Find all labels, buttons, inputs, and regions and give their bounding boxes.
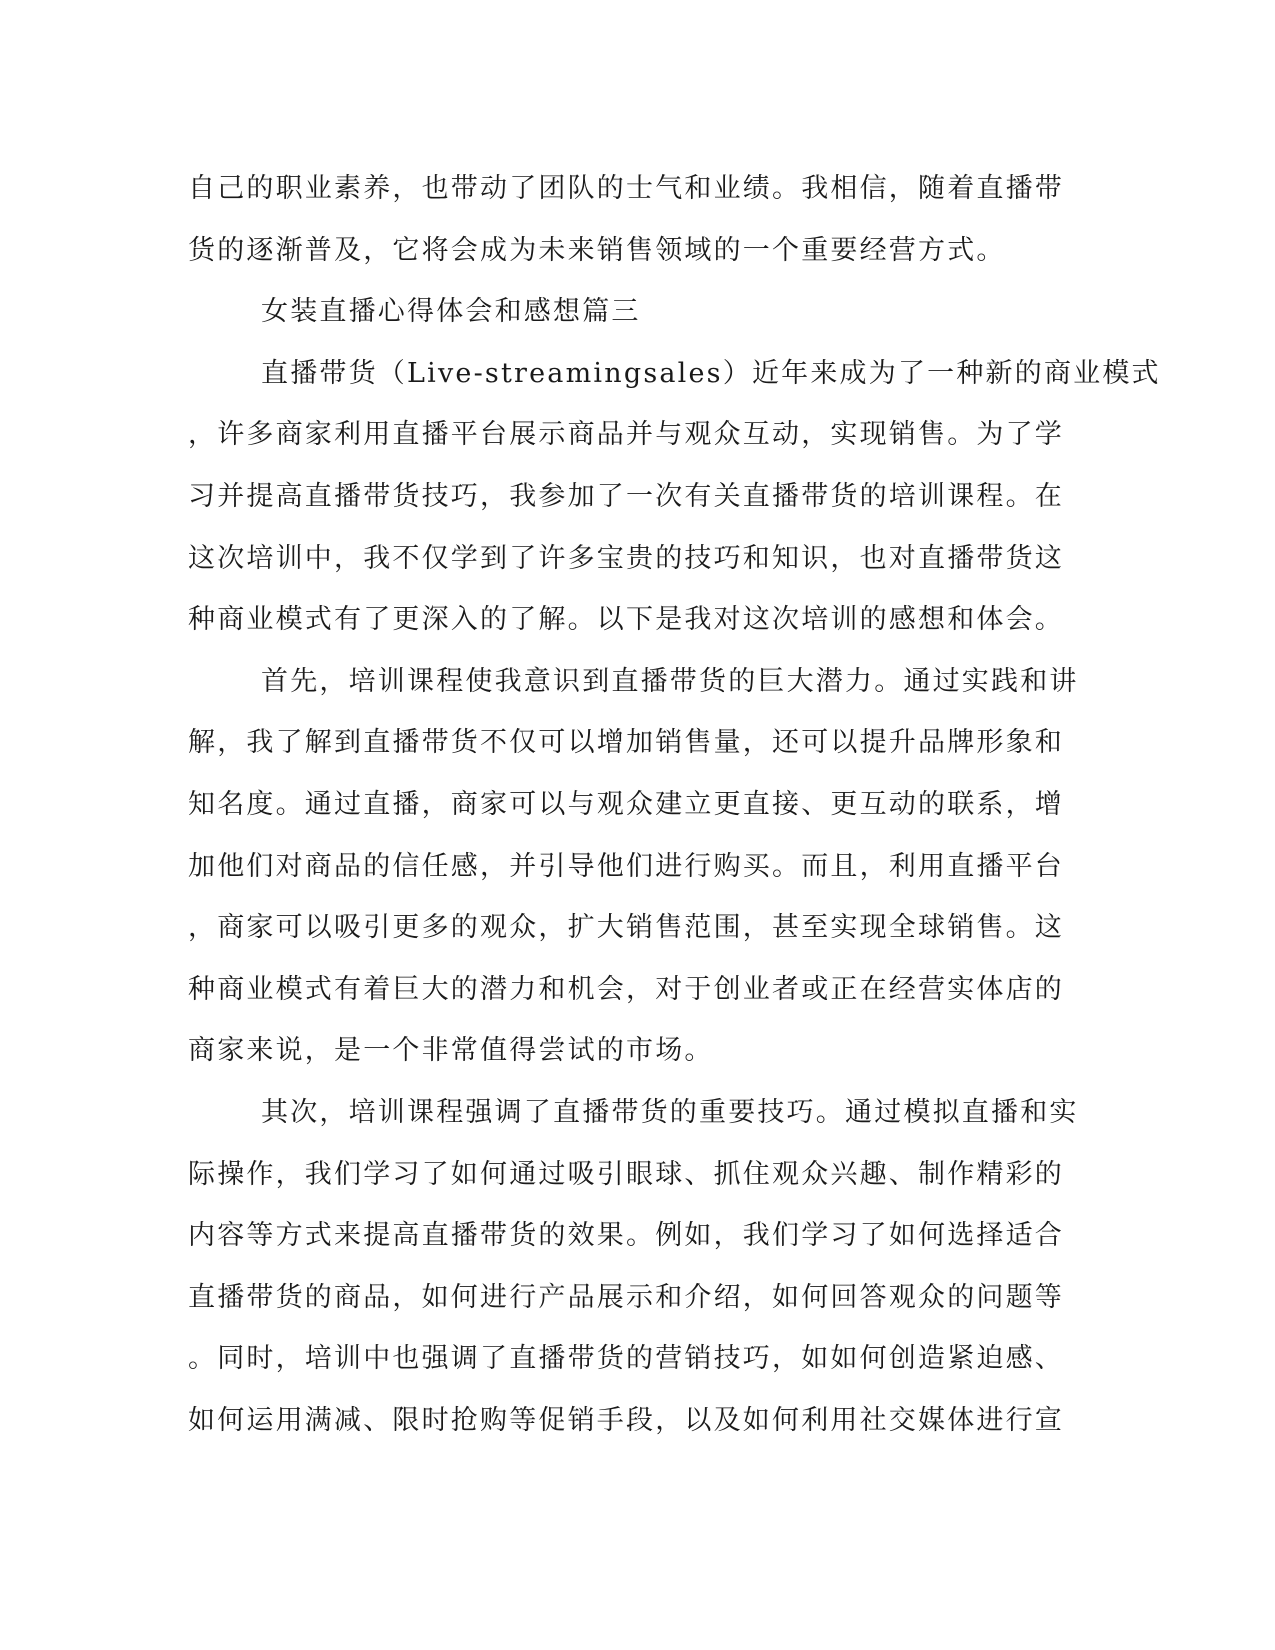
text-line: ，许多商家利用直播平台展示商品并与观众互动，实现销售。为了学 xyxy=(188,419,1064,451)
text-line: 直播带货的商品，如何进行产品展示和介绍，如何回答观众的问题等 xyxy=(188,1281,1064,1313)
text-line: 首先，培训课程使我意识到直播带货的巨大潜力。通过实践和讲 xyxy=(261,665,1079,697)
text-line: 际操作，我们学习了如何通过吸引眼球、抓住观众兴趣、制作精彩的 xyxy=(188,1158,1064,1190)
text-line: 货的逐渐普及，它将会成为未来销售领域的一个重要经营方式。 xyxy=(188,234,1006,266)
text-line: 自己的职业素养，也带动了团队的士气和业绩。我相信，随着直播带 xyxy=(188,173,1064,204)
text-line: 内容等方式来提高直播带货的效果。例如，我们学习了如何选择适合 xyxy=(188,1220,1064,1252)
text-line: 加他们对商品的信任感，并引导他们进行购买。而且，利用直播平台 xyxy=(188,850,1064,882)
text-line: 解，我了解到直播带货不仅可以增加销售量，还可以提升品牌形象和 xyxy=(188,727,1064,759)
text-line: 如何运用满减、限时抢购等促销手段，以及如何利用社交媒体进行宣 xyxy=(188,1404,1064,1436)
text-line: 知名度。通过直播，商家可以与观众建立更直接、更互动的联系，增 xyxy=(188,788,1064,820)
section-heading: 女装直播心得体会和感想篇三 xyxy=(261,296,641,328)
text-line: 习并提高直播带货技巧，我参加了一次有关直播带货的培训课程。在 xyxy=(188,480,1064,512)
document-body xyxy=(188,158,1161,1451)
text-line: 种商业模式有着巨大的潜力和机会，对于创业者或正在经营实体店的 xyxy=(188,973,1064,1005)
text-line: 其次，培训课程强调了直播带货的重要技巧。通过模拟直播和实 xyxy=(261,1096,1079,1128)
text-line: 种商业模式有了更深入的了解。以下是我对这次培训的感想和体会。 xyxy=(188,604,1064,636)
text-line: 商家来说，是一个非常值得尝试的市场。 xyxy=(188,1035,714,1067)
text-line: 这次培训中，我不仅学到了许多宝贵的技巧和知识，也对直播带货这 xyxy=(188,542,1064,574)
text-line: 。同时，培训中也强调了直播带货的营销技巧，如如何创造紧迫感、 xyxy=(188,1343,1064,1375)
text-line: 直播带货（Live-streamingsales）近年来成为了一种新的商业模式 xyxy=(261,357,1161,389)
text-line: ，商家可以吸引更多的观众，扩大销售范围，甚至实现全球销售。这 xyxy=(188,912,1064,944)
